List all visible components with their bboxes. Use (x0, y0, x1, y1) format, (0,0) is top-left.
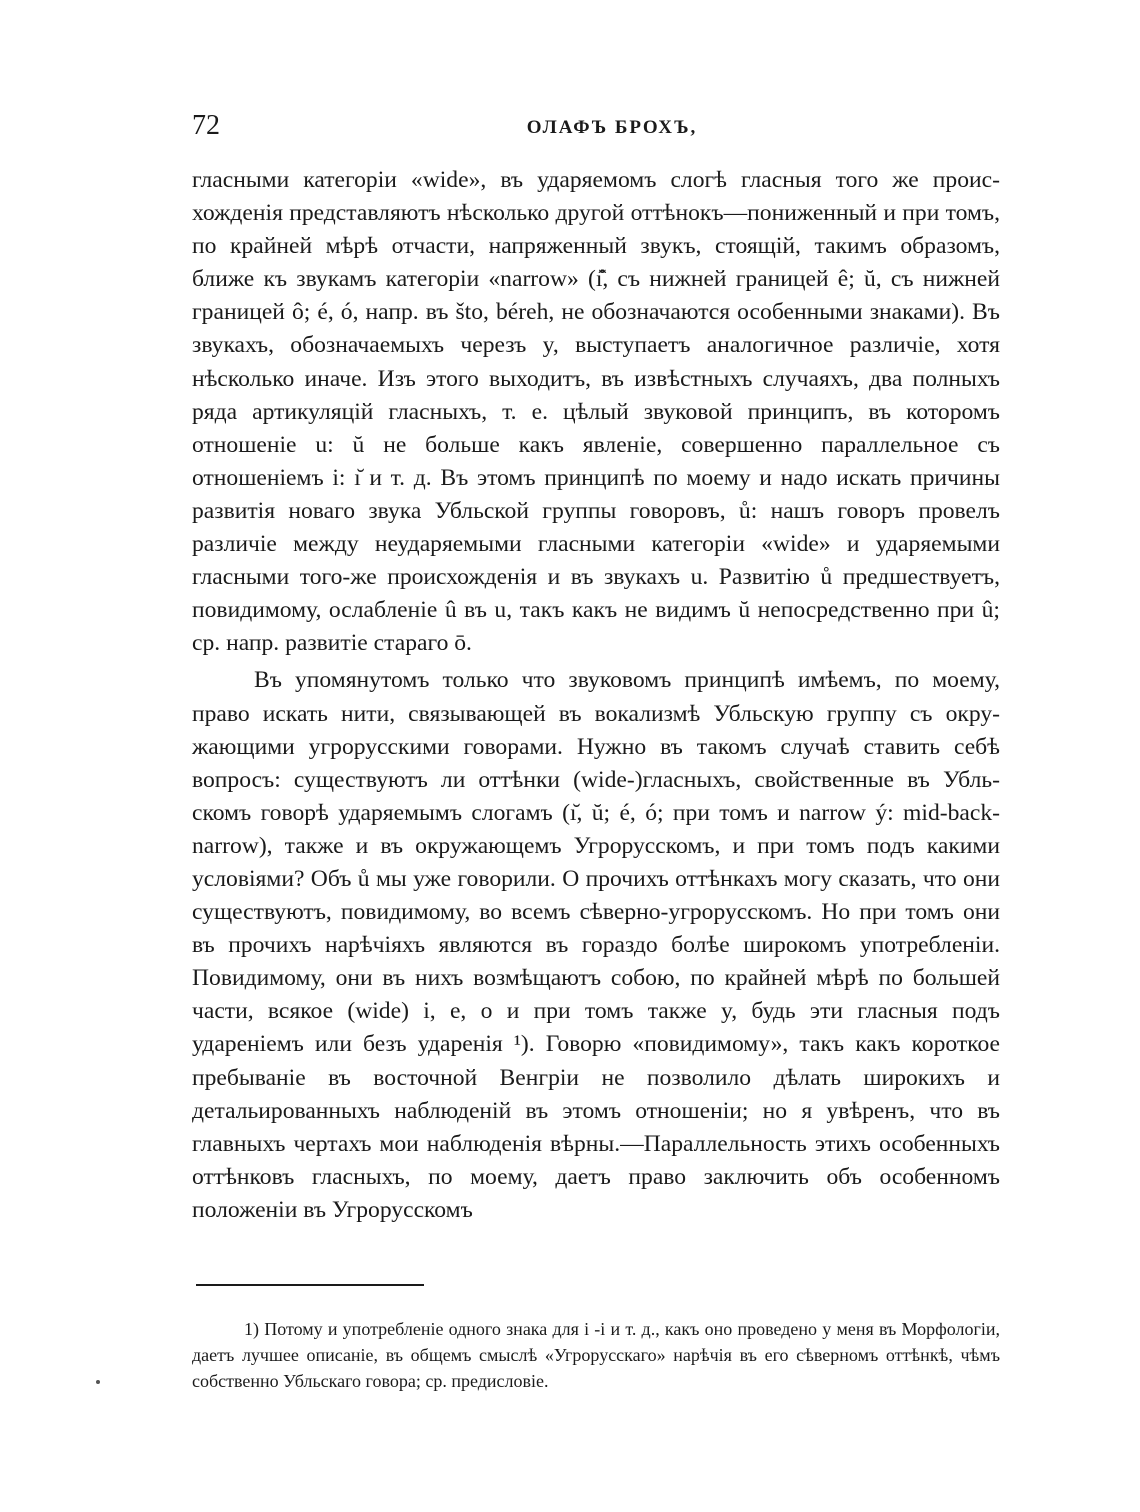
page-number: 72 (192, 110, 220, 141)
page-header (192, 108, 1000, 148)
footnote-rule (196, 1284, 424, 1286)
footnote: 1) Потому и употребленіе одного знака для i -i и т. д., какъ оно проведено у меня въ Морфологіи, даетъ лучшее описаніе, въ общемъ смыслѣ «Угрорусскаго» нарѣчія въ его сѣверномъ оттѣнкѣ, чѣмъ собственно Убльскаго говора; ср. предисловіе. (192, 1319, 1000, 1391)
paragraph-1: гласными категоріи «wide», въ ударяемомъ слогѣ гласныя того же происхожденія представляютъ нѣсколько другой оттѣнокъ—пониженный и при томъ, по крайней мѣрѣ отчасти, напряженный звукъ, стоящій, такимъ образомъ, ближе къ звукамъ категоріи «narrow» (ı̂̆, съ нижней границей ê; ŭ, съ нижней границей ô; é, ó, напр. въ što, bérеh, не обозначаются особенными знаками). Въ звукахъ, обозначаемыхъ черезъ y, выступаетъ аналогичное различіе, хотя нѣсколько иначе. Изъ этого выходитъ, въ извѣстныхъ случаяхъ, два полныхъ ряда артикуляцій гласныхъ, т. е. цѣлый звуковой принципъ, въ которомъ отношеніе u: ŭ не больше какъ явленіе, совершенно параллельное съ отношеніемъ i: ı̆ и т. д. Въ этомъ принципѣ по моему и надо искать причины развитія новаго звука Убльской группы говоровъ, ů: нашъ говоръ провелъ различіе между неударяемыми гласными категоріи «wide» и ударяемыми гласными того-же происхожденія и въ звукахъ u. Развитію ů предшествуетъ, повидимому, ослабленіе û въ u, такъ какъ не видимъ ŭ непосредственно при û; ср. напр. развитіе стараго ō. (192, 167, 1000, 657)
body-text (192, 164, 1000, 1227)
running-head: ОЛАФЪ БРОХЪ, (526, 117, 698, 138)
scan-speck (96, 1380, 100, 1384)
paragraph-2: Въ упомянутомъ только что звуковомъ принципѣ имѣемъ, по моему, право искать нити, связывающей въ вокализмѣ Убльскую группу съ окружающими угрорусскими говорами. Нужно въ такомъ случаѣ ставить себѣ вопросъ: существуютъ ли оттѣнки (wide-)гласныхъ, свойственные въ Убльскомъ говорѣ ударяемымъ слогамъ (ı̆, ŭ; é, ó; при томъ и narrow ý: mid-back-narrow), также и въ окружающемъ Угрорусскомъ, и при томъ подъ какими условіями? Объ ů мы уже говорили. О прочихъ оттѣнкахъ могу сказать, что они существуютъ, повидимому, во всемъ сѣверно-угрорусскомъ. Но при томъ они въ прочихъ нарѣчіяхъ являются въ гораздо болѣе широкомъ употребленіи. Повидимому, они въ нихъ возмѣщаютъ собою, по крайней мѣрѣ по большей части, всякое (wide) i, e, o и при томъ также y, будь эти гласныя подъ удареніемъ или безъ ударенія ¹). Говорю «повидимому», такъ какъ короткое пребываніе въ восточной Венгріи не позволило дѣлать широкихъ и детальированныхъ наблюденій въ этомъ отношеніи; но я увѣренъ, что въ главныхъ чертахъ мои наблюденія вѣрны.—Параллельность этихъ особенныхъ оттѣнковъ гласныхъ, по моему, даетъ право заключить объ особенномъ положеніи въ Угрорусскомъ (192, 667, 1000, 1223)
